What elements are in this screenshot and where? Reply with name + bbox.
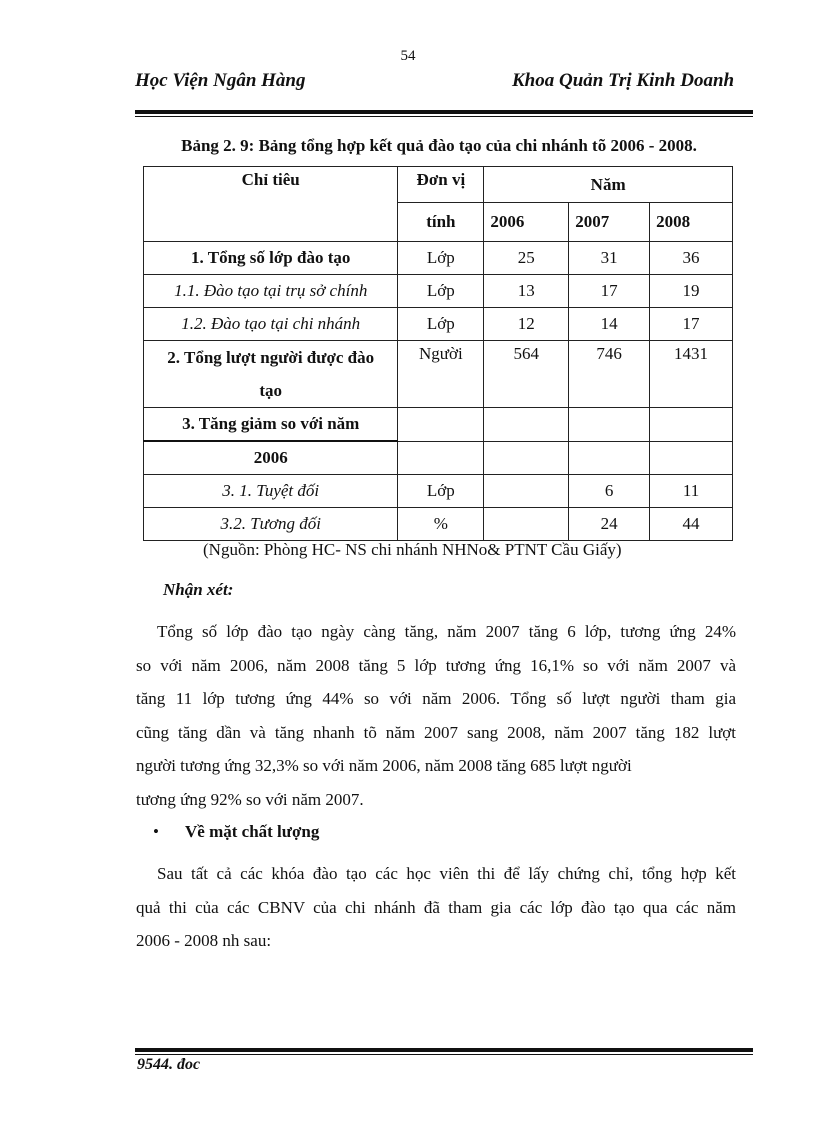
header-indicator: Chỉ tiêu <box>144 167 398 242</box>
quality-bullet-item <box>153 822 319 842</box>
row-unit: Lớp <box>398 242 484 275</box>
table-source-note: (Nguồn: Phòng HC- NS chi nhánh NHNo& PTNT Cầu Giấy) <box>203 540 622 559</box>
header-year-2007: 2007 <box>569 203 650 242</box>
cell-2007: 31 <box>569 242 650 275</box>
table-row <box>144 308 733 341</box>
remarks-heading: Nhận xét: <box>163 580 234 599</box>
paragraph-line: người tương ứng 32,3% so với năm 2006, năm 2008 tăng 685 lượt người <box>136 756 632 775</box>
cell-2007 <box>569 441 650 475</box>
header-unit-line1: Đơn vị <box>398 167 484 203</box>
bullet-icon: • <box>153 822 159 841</box>
row-unit: Lớp <box>398 475 484 508</box>
row-unit: % <box>398 508 484 541</box>
table-title: Bảng 2. 9: Bảng tổng hợp kết quả đào tạo của chi nhánh tõ 2006 - 2008. <box>181 136 697 155</box>
table-row <box>144 441 733 475</box>
cell-2008 <box>650 408 733 442</box>
row-label: 1.2. Đào tạo tại chi nhánh <box>144 308 398 341</box>
cell-2008: 17 <box>650 308 733 341</box>
footer-rule-thick <box>135 1048 753 1052</box>
table-row <box>144 275 733 308</box>
cell-2007: 6 <box>569 475 650 508</box>
header-unit-line2: tính <box>398 203 484 242</box>
cell-2008: 11 <box>650 475 733 508</box>
row-label: 3. Tăng giảm so với năm <box>144 408 398 442</box>
header-rule-thick <box>135 110 753 114</box>
remarks-paragraph <box>136 615 736 816</box>
paragraph-line: so với năm 2006, năm 2008 tăng 5 lớp tương ứng 16,1% so với năm 2007 và <box>136 655 736 675</box>
table-header-row <box>144 167 733 203</box>
row-label <box>144 341 398 408</box>
paragraph-line: cũng tăng dần và tăng nhanh tõ năm 2007 sang 2008, năm 2007 tăng 182 lượt <box>136 722 736 742</box>
cell-2006 <box>484 475 569 508</box>
row-label-line2: tạo <box>259 381 283 400</box>
row-label-line1: 2. Tổng lượt người được đào <box>167 348 375 367</box>
table-row <box>144 242 733 275</box>
table-row <box>144 341 733 408</box>
row-label: 1. Tổng số lớp đào tạo <box>144 242 398 275</box>
table-row <box>144 408 733 442</box>
paragraph-line: tương ứng 92% so với năm 2007. <box>136 789 364 809</box>
quality-heading: Về mặt chất lượng <box>185 822 320 841</box>
cell-2006 <box>484 441 569 475</box>
cell-2008 <box>650 441 733 475</box>
paragraph-line: quả thi của các CBNV của chi nhánh đã tham gia các lớp đào tạo qua các năm <box>136 897 736 917</box>
footer-filename: 9544. đoc <box>137 1056 201 1073</box>
row-unit <box>398 408 484 442</box>
cell-2006 <box>484 408 569 442</box>
cell-2007: 746 <box>569 341 650 408</box>
header-institution: Học Viện Ngân Hàng <box>135 70 306 91</box>
row-label: 3.2. Tương đối <box>144 508 398 541</box>
cell-2006 <box>484 508 569 541</box>
header-rule-thin <box>135 116 753 117</box>
cell-2006: 12 <box>484 308 569 341</box>
footer-rule-thin <box>135 1054 753 1055</box>
cell-2007 <box>569 408 650 442</box>
row-unit: Lớp <box>398 275 484 308</box>
page-number: 54 <box>400 48 416 64</box>
quality-paragraph <box>136 857 736 958</box>
cell-2007: 14 <box>569 308 650 341</box>
cell-2007: 24 <box>569 508 650 541</box>
paragraph-line: Sau tất cả các khóa đào tạo các học viên thi để lấy chứng chỉ, tổng hợp kết <box>157 864 736 883</box>
table-row <box>144 475 733 508</box>
cell-2008: 1431 <box>650 341 733 408</box>
cell-2008: 36 <box>650 242 733 275</box>
header-faculty: Khoa Quản Trị Kinh Doanh <box>512 70 735 91</box>
row-unit: Người <box>398 341 484 408</box>
header-year-2006: 2006 <box>484 203 569 242</box>
row-unit <box>398 441 484 475</box>
results-table <box>143 166 733 541</box>
cell-2008: 19 <box>650 275 733 308</box>
cell-2006: 13 <box>484 275 569 308</box>
paragraph-line: tăng 11 lớp tương ứng 44% so với năm 2006. Tổng số lượt người tham gia <box>136 689 736 708</box>
paragraph-line: Tổng số lớp đào tạo ngày càng tăng, năm 2007 tăng 6 lớp, tương ứng 24% <box>157 622 736 641</box>
paragraph-line: 2006 - 2008 nh sau: <box>136 931 272 950</box>
header-year-2008: 2008 <box>650 203 733 242</box>
table-row <box>144 508 733 541</box>
row-label: 3. 1. Tuyệt đối <box>144 475 398 508</box>
cell-2008: 44 <box>650 508 733 541</box>
cell-2007: 17 <box>569 275 650 308</box>
header-year-group: Năm <box>484 167 733 203</box>
row-label: 1.1. Đào tạo tại trụ sở chính <box>144 275 398 308</box>
row-unit: Lớp <box>398 308 484 341</box>
cell-2006: 25 <box>484 242 569 275</box>
cell-2006: 564 <box>484 341 569 408</box>
row-label-continued: 2006 <box>144 441 398 475</box>
